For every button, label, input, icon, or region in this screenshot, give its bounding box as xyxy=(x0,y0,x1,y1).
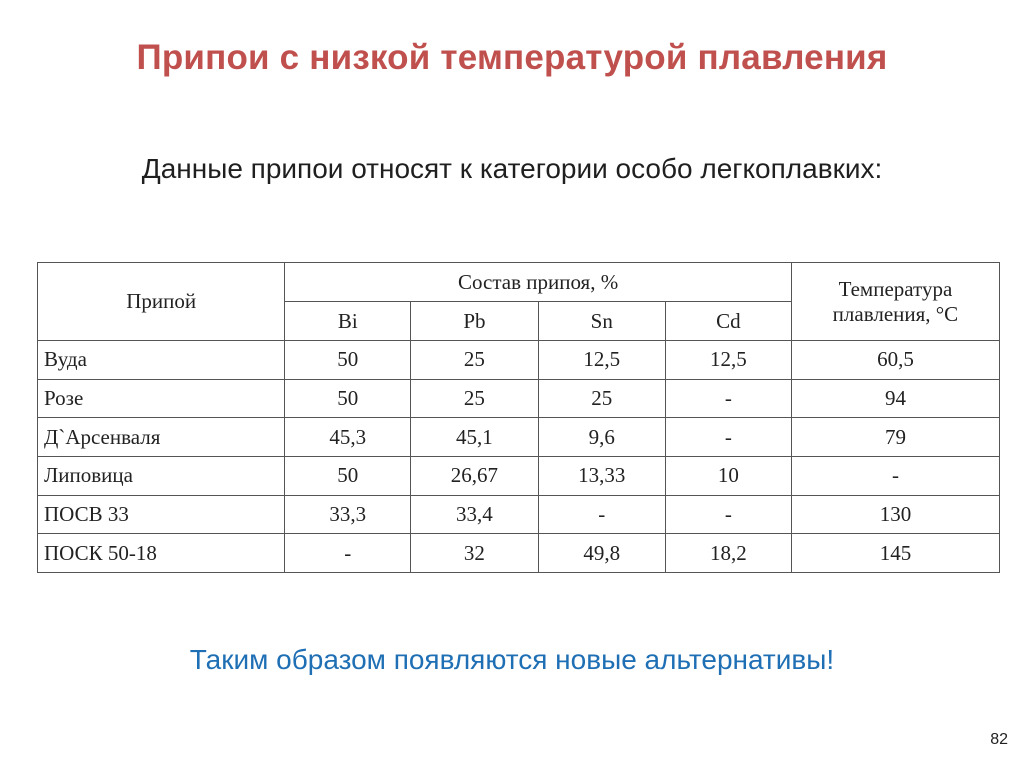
cell-temp: 60,5 xyxy=(791,341,999,380)
table-row xyxy=(38,379,1000,418)
header-solder: Припой xyxy=(38,263,285,341)
cell-sn: - xyxy=(538,495,665,534)
cell-name: Розе xyxy=(38,379,285,418)
header-cd: Cd xyxy=(665,302,791,341)
cell-sn: 12,5 xyxy=(538,341,665,380)
cell-name: Д`Арсенваля xyxy=(38,418,285,457)
table-row xyxy=(38,534,1000,573)
cell-sn: 49,8 xyxy=(538,534,665,573)
cell-name: Липовица xyxy=(38,456,285,495)
cell-cd: - xyxy=(665,495,791,534)
cell-bi: 50 xyxy=(285,341,411,380)
cell-temp: 79 xyxy=(791,418,999,457)
cell-sn: 13,33 xyxy=(538,456,665,495)
table-row xyxy=(38,456,1000,495)
cell-name: Вуда xyxy=(38,341,285,380)
conclusion-text: Таким образом появляются новые альтернативы! xyxy=(189,644,835,675)
header-sn: Sn xyxy=(538,302,665,341)
cell-cd: - xyxy=(665,379,791,418)
header-temperature: Температура плавления, °C xyxy=(791,263,999,341)
cell-pb: 33,4 xyxy=(411,495,538,534)
solder-table-container xyxy=(37,262,1000,573)
solder-table xyxy=(37,262,1000,573)
page-number: 82 xyxy=(990,731,1008,748)
cell-pb: 45,1 xyxy=(411,418,538,457)
cell-bi: 50 xyxy=(285,456,411,495)
cell-temp: - xyxy=(791,456,999,495)
cell-cd: - xyxy=(665,418,791,457)
cell-pb: 26,67 xyxy=(411,456,538,495)
table-row xyxy=(38,418,1000,457)
table-row xyxy=(38,341,1000,380)
cell-sn: 25 xyxy=(538,379,665,418)
cell-bi: 50 xyxy=(285,379,411,418)
cell-cd: 18,2 xyxy=(665,534,791,573)
cell-bi: - xyxy=(285,534,411,573)
cell-name: ПОСК 50-18 xyxy=(38,534,285,573)
cell-temp: 130 xyxy=(791,495,999,534)
cell-sn: 9,6 xyxy=(538,418,665,457)
cell-pb: 25 xyxy=(411,341,538,380)
cell-temp: 94 xyxy=(791,379,999,418)
cell-cd: 12,5 xyxy=(665,341,791,380)
cell-name: ПОСВ 33 xyxy=(38,495,285,534)
cell-cd: 10 xyxy=(665,456,791,495)
slide-title: Припои с низкой температурой плавления xyxy=(136,38,888,77)
cell-pb: 25 xyxy=(411,379,538,418)
slide-subtitle: Данные припои относят к категории особо легкоплавких: xyxy=(141,153,883,184)
cell-bi: 45,3 xyxy=(285,418,411,457)
cell-pb: 32 xyxy=(411,534,538,573)
table-row xyxy=(38,495,1000,534)
header-pb: Pb xyxy=(411,302,538,341)
cell-temp: 145 xyxy=(791,534,999,573)
header-bi: Bi xyxy=(285,302,411,341)
cell-bi: 33,3 xyxy=(285,495,411,534)
header-composition: Состав припоя, % xyxy=(285,263,792,302)
